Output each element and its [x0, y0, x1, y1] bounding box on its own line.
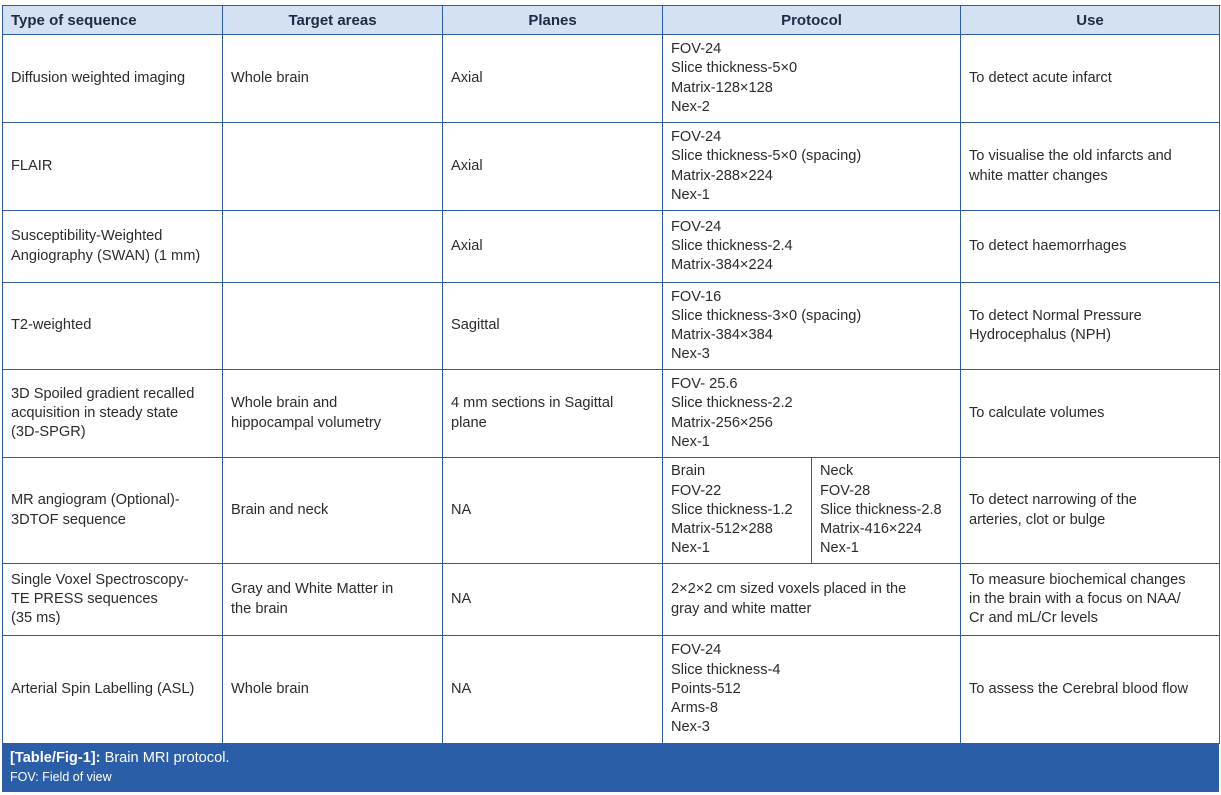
cell-text: NA	[451, 590, 472, 607]
cell-text: Axial	[451, 157, 483, 174]
protocol-line: Matrix-256×256	[671, 414, 773, 431]
target-line: the brain	[231, 600, 288, 617]
table-row	[3, 283, 1220, 370]
header-planes: Planes	[443, 6, 663, 35]
cell-text: Whole brain	[231, 680, 309, 697]
protocol-line: Nex-1	[820, 540, 859, 557]
protocol-line: Brain	[671, 463, 706, 480]
table-row	[3, 211, 1220, 283]
cell-target	[223, 458, 443, 564]
protocol-line: Slice thickness-5×0 (spacing)	[671, 148, 862, 165]
cell-use	[961, 458, 1220, 564]
cell-text: NA	[451, 501, 472, 518]
protocol-line: Nex-1	[671, 433, 710, 450]
protocol-line: Slice thickness-1.2	[671, 501, 793, 518]
use-line: To measure biochemical changes	[969, 571, 1186, 588]
cell-target	[223, 370, 443, 458]
cell-plane	[443, 636, 663, 744]
cell-sequence	[3, 35, 223, 123]
protocol-line: FOV-28	[820, 482, 871, 499]
cell-protocol-brain	[663, 458, 812, 564]
protocol-line: FOV-24	[671, 41, 722, 58]
cell-protocol	[663, 211, 961, 283]
cell-use	[961, 370, 1220, 458]
use-line: white matter changes	[969, 167, 1108, 184]
cell-text: Sagittal	[451, 317, 500, 334]
cell-protocol	[663, 123, 961, 211]
cell-protocol	[663, 370, 961, 458]
sequence-line: Single Voxel Spectroscopy-	[11, 571, 189, 588]
protocol-line: Matrix-128×128	[671, 79, 773, 96]
plane-line: 4 mm sections in Sagittal	[451, 395, 614, 412]
plane-line: plane	[451, 414, 487, 431]
cell-target	[223, 636, 443, 744]
table-row	[3, 564, 1220, 636]
protocol-line: FOV-16	[671, 288, 722, 305]
caption-label: [Table/Fig-1]:	[10, 750, 101, 766]
protocol-line: Matrix-416×224	[820, 521, 922, 538]
header-type-of-sequence: Type of sequence	[3, 6, 223, 35]
protocol-line: Slice thickness-3×0 (spacing)	[671, 307, 862, 324]
cell-text: NA	[451, 680, 472, 697]
sequence-line: Susceptibility-Weighted	[11, 228, 163, 245]
use-line: in the brain with a focus on NAA/	[969, 590, 1181, 607]
sequence-line: TE PRESS sequences	[11, 590, 158, 607]
cell-protocol	[663, 35, 961, 123]
cell-text: T2-weighted	[11, 317, 92, 334]
cell-protocol	[663, 636, 961, 744]
protocol-line: FOV-24	[671, 218, 722, 235]
protocol-line: Slice thickness-4	[671, 661, 781, 678]
cell-protocol	[663, 283, 961, 370]
header-target-areas: Target areas	[223, 6, 443, 35]
protocol-line: Nex-3	[671, 346, 710, 363]
cell-text: Whole brain	[231, 69, 309, 86]
cell-use	[961, 636, 1220, 744]
cell-target	[223, 283, 443, 370]
protocol-line: Matrix-384×384	[671, 327, 773, 343]
protocol-line: Slice thickness-2.2	[671, 395, 793, 412]
table-row	[3, 35, 1220, 123]
protocol-line: Slice thickness-2.8	[820, 501, 942, 518]
sequence-line: 3DTOF sequence	[11, 511, 126, 528]
protocol-line: Slice thickness-2.4	[671, 237, 793, 254]
target-line: Gray and White Matter in	[231, 581, 394, 598]
header-protocol: Protocol	[663, 6, 961, 35]
protocol-line: Matrix-512×288	[671, 521, 773, 538]
table-row	[3, 123, 1220, 211]
cell-plane	[443, 458, 663, 564]
cell-text: To detect acute infarct	[969, 69, 1112, 86]
cell-sequence	[3, 123, 223, 211]
cell-target	[223, 564, 443, 636]
protocol-line: FOV-22	[671, 482, 722, 499]
target-line: hippocampal volumetry	[231, 414, 382, 431]
use-line: To detect narrowing of the	[969, 492, 1137, 509]
mri-protocol-table	[2, 5, 1220, 744]
cell-plane	[443, 283, 663, 370]
cell-target	[223, 35, 443, 123]
protocol-line: Nex-2	[671, 98, 710, 115]
cell-sequence	[3, 283, 223, 370]
protocol-line: Neck	[820, 463, 854, 480]
protocol-line: FOV- 25.6	[671, 376, 738, 393]
cell-plane	[443, 35, 663, 123]
table-row	[3, 370, 1220, 458]
target-line: Whole brain and	[231, 395, 338, 412]
cell-use	[961, 211, 1220, 283]
protocol-line: Points-512	[671, 680, 741, 697]
cell-use	[961, 283, 1220, 370]
cell-sequence	[3, 636, 223, 744]
header-use: Use	[961, 6, 1220, 35]
protocol-line: Nex-3	[671, 719, 710, 736]
protocol-line: FOV-24	[671, 642, 722, 659]
cell-use	[961, 35, 1220, 123]
use-line: To visualise the old infarcts and	[969, 148, 1172, 165]
sequence-line: Angiography (SWAN) (1 mm)	[11, 247, 201, 264]
cell-text: To detect haemorrhages	[969, 237, 1127, 254]
cell-use	[961, 564, 1220, 636]
cell-text: FLAIR	[11, 157, 53, 174]
caption-title: Brain MRI protocol.	[100, 750, 230, 766]
table-row	[3, 458, 1220, 564]
cell-text: Diffusion weighted imaging	[11, 69, 186, 86]
protocol-line: Arms-8	[671, 700, 719, 717]
protocol-line: Nex-1	[671, 186, 710, 203]
table-row	[3, 636, 1220, 744]
table-caption	[2, 743, 1219, 792]
cell-sequence	[3, 458, 223, 564]
cell-text: Brain and neck	[231, 501, 329, 518]
cell-plane	[443, 211, 663, 283]
cell-plane	[443, 564, 663, 636]
cell-text: Axial	[451, 237, 483, 254]
cell-text: Arterial Spin Labelling (ASL)	[11, 680, 195, 697]
cell-protocol-neck	[812, 458, 961, 564]
cell-text: To calculate volumes	[969, 404, 1105, 421]
cell-sequence	[3, 370, 223, 458]
caption-footnote: FOV: Field of view	[10, 770, 112, 784]
sequence-line: (35 ms)	[11, 610, 61, 627]
cell-text: To assess the Cerebral blood flow	[969, 680, 1189, 697]
cell-plane	[443, 370, 663, 458]
sequence-line: acquisition in steady state	[11, 404, 179, 421]
header-row	[3, 6, 1220, 35]
protocol-line: Slice thickness-5×0	[671, 60, 798, 77]
cell-protocol	[663, 564, 961, 636]
cell-sequence	[3, 211, 223, 283]
use-line: Hydrocephalus (NPH)	[969, 327, 1111, 343]
protocol-line: 2×2×2 cm sized voxels placed in the	[671, 581, 907, 598]
protocol-line: Matrix-384×224	[671, 257, 773, 274]
protocol-line: gray and white matter	[671, 600, 812, 617]
cell-text: Axial	[451, 69, 483, 86]
use-line: To detect Normal Pressure	[969, 307, 1142, 324]
cell-sequence	[3, 564, 223, 636]
sequence-line: 3D Spoiled gradient recalled	[11, 385, 195, 402]
cell-use	[961, 123, 1220, 211]
cell-target	[223, 123, 443, 211]
use-line: arteries, clot or bulge	[969, 511, 1106, 528]
protocol-line: Matrix-288×224	[671, 167, 773, 184]
protocol-line: FOV-24	[671, 129, 722, 146]
sequence-line: (3D-SPGR)	[11, 424, 86, 441]
sequence-line: MR angiogram (Optional)-	[11, 492, 180, 509]
cell-plane	[443, 123, 663, 211]
cell-target	[223, 211, 443, 283]
caption-title-line	[10, 748, 1211, 768]
protocol-line: Nex-1	[671, 540, 710, 557]
use-line: Cr and mL/Cr levels	[969, 610, 1098, 627]
